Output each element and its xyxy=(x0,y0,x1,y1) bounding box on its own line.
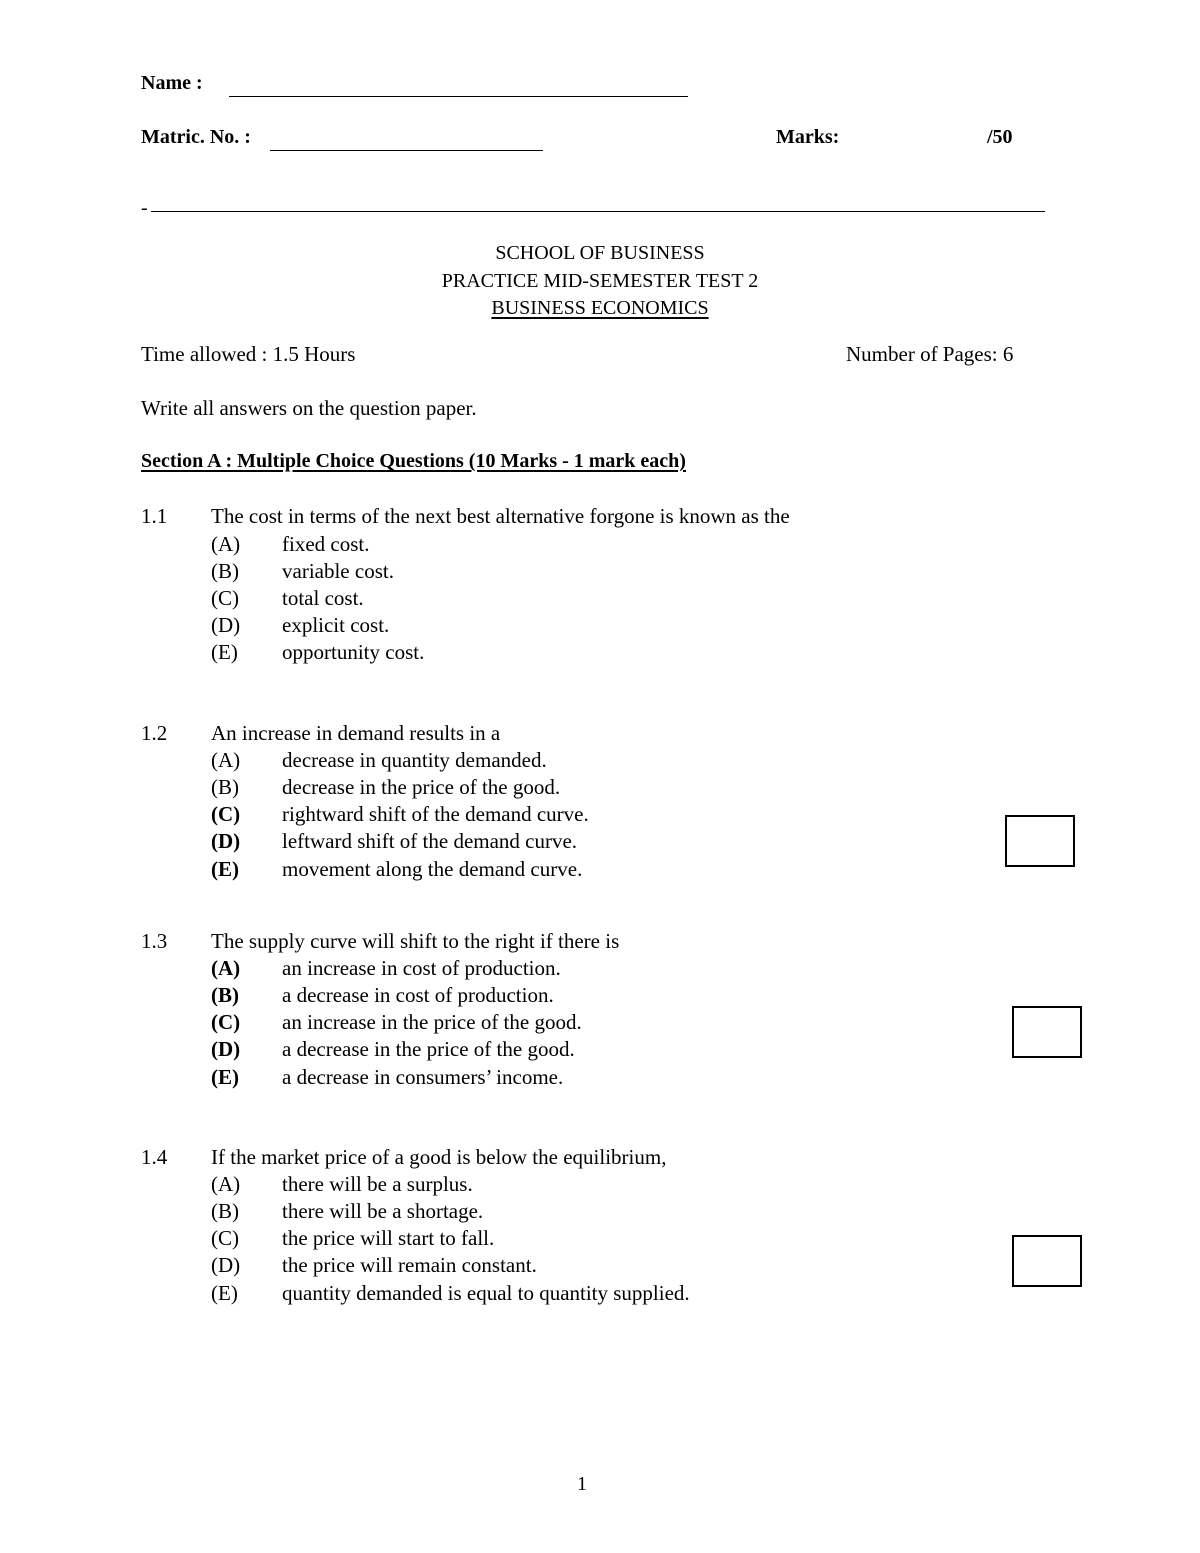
option-label: (B) xyxy=(211,775,239,799)
option-label: (C) xyxy=(211,586,239,610)
option-text: opportunity cost. xyxy=(282,640,425,664)
matric-field-line[interactable] xyxy=(270,150,543,151)
option-text: an increase in cost of production. xyxy=(282,956,561,980)
option-label: (E) xyxy=(211,640,238,664)
option-text: the price will remain constant. xyxy=(282,1253,537,1277)
school-title: SCHOOL OF BUSINESS xyxy=(495,242,705,264)
option-text: a decrease in the price of the good. xyxy=(282,1037,575,1061)
option-label: (B) xyxy=(211,559,239,583)
question-number: 1.1 xyxy=(141,504,168,528)
question-text: The supply curve will shift to the right if there is xyxy=(211,929,620,953)
option-label: (B) xyxy=(211,1199,239,1223)
option-label: (C) xyxy=(211,1010,241,1034)
option-text: the price will start to fall. xyxy=(282,1226,495,1250)
header-divider xyxy=(151,211,1045,212)
option-text: decrease in quantity demanded. xyxy=(282,748,547,772)
option-label: (D) xyxy=(211,829,241,853)
option-label: (B) xyxy=(211,983,239,1007)
option-text: variable cost. xyxy=(282,559,394,583)
option-label: (D) xyxy=(211,1037,241,1061)
option-text: a decrease in cost of production. xyxy=(282,983,554,1007)
option-label: (E) xyxy=(211,1065,239,1089)
option-label: (D) xyxy=(211,1253,241,1277)
option-text: there will be a shortage. xyxy=(282,1199,484,1223)
course-title: BUSINESS ECONOMICS xyxy=(491,297,709,319)
option-label: (C) xyxy=(211,1226,239,1250)
answer-box[interactable] xyxy=(1012,1235,1082,1287)
option-text: fixed cost. xyxy=(282,532,370,556)
instruction-text: Write all answers on the question paper. xyxy=(141,396,477,420)
time-allowed: Time allowed : 1.5 Hours xyxy=(141,342,356,366)
option-text: total cost. xyxy=(282,586,364,610)
question-text: If the market price of a good is below the equilibrium, xyxy=(211,1145,667,1169)
option-text: movement along the demand curve. xyxy=(282,857,583,881)
option-text: quantity demanded is equal to quantity supplied. xyxy=(282,1281,690,1305)
question-number: 1.3 xyxy=(141,929,168,953)
option-text: there will be a surplus. xyxy=(282,1172,473,1196)
question-text: An increase in demand results in a xyxy=(211,721,501,745)
option-label: (E) xyxy=(211,1281,238,1305)
rule-mark: - xyxy=(141,197,148,219)
option-text: a decrease in consumers’ income. xyxy=(282,1065,564,1089)
section-a-heading: Section A : Multiple Choice Questions (10 Marks - 1 mark each) xyxy=(141,450,686,472)
question-number: 1.4 xyxy=(141,1145,168,1169)
question-text: The cost in terms of the next best alternative forgone is known as the xyxy=(211,504,790,528)
option-label: (A) xyxy=(211,1172,241,1196)
answer-box[interactable] xyxy=(1005,815,1075,867)
question-number: 1.2 xyxy=(141,721,168,745)
marks-label: Marks: xyxy=(776,126,840,148)
matric-label: Matric. No. : xyxy=(141,126,251,148)
name-field-line[interactable] xyxy=(229,96,688,97)
name-label: Name : xyxy=(141,72,203,94)
page-number: 1 xyxy=(577,1473,587,1495)
option-label: (C) xyxy=(211,802,241,826)
option-text: decrease in the price of the good. xyxy=(282,775,561,799)
answer-box[interactable] xyxy=(1012,1006,1082,1058)
option-text: rightward shift of the demand curve. xyxy=(282,802,589,826)
test-title: PRACTICE MID-SEMESTER TEST 2 xyxy=(441,270,759,292)
option-label: (A) xyxy=(211,956,241,980)
option-text: leftward shift of the demand curve. xyxy=(282,829,578,853)
course-title-wrap xyxy=(0,297,1200,320)
option-label: (D) xyxy=(211,613,241,637)
option-text: explicit cost. xyxy=(282,613,390,637)
option-label: (A) xyxy=(211,532,241,556)
option-label: (E) xyxy=(211,857,239,881)
marks-total: /50 xyxy=(987,126,1013,148)
number-of-pages: Number of Pages: 6 xyxy=(846,342,1014,366)
option-label: (A) xyxy=(211,748,241,772)
option-text: an increase in the price of the good. xyxy=(282,1010,582,1034)
